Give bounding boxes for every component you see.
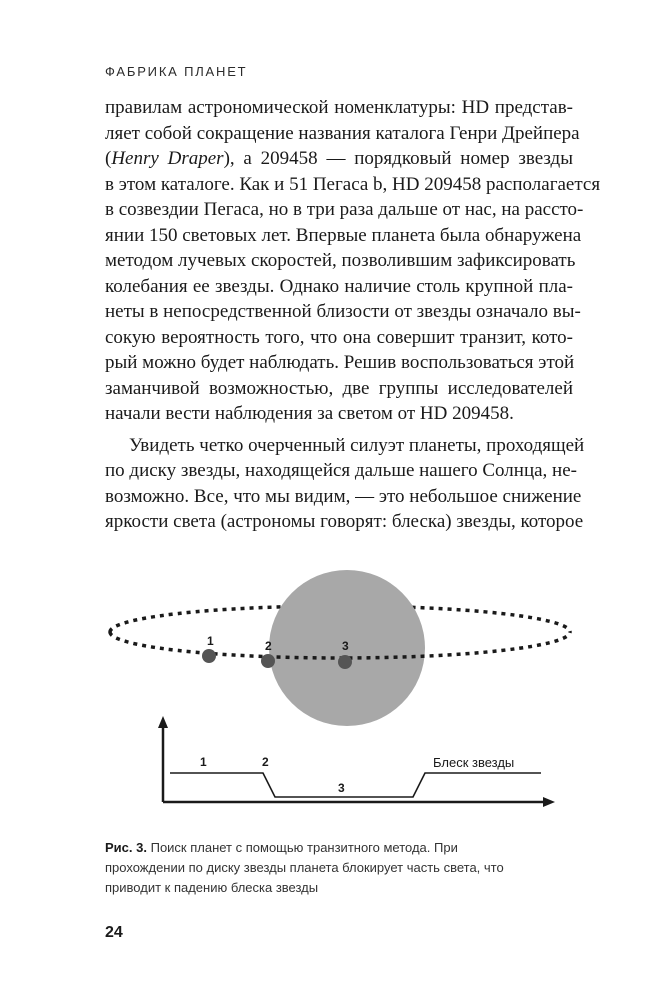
caption-line: прохождении по диску звезды планета блокирует часть света, что [105,860,504,875]
caption-line: Поиск планет с помощью транзитного метода. При [150,840,458,855]
running-head: ФАБРИКА ПЛАНЕТ [105,64,248,79]
curve-label-3: 3 [338,781,345,795]
text-line: начали вести наблюдения за светом от HD 209458. [105,403,514,424]
paragraph-1 [105,95,601,427]
text-line: колебания ее звезды. Однако наличие столь крупной пла- [105,275,573,297]
planet-position-2 [261,654,275,668]
light-curve [170,773,541,797]
caption-label: Рис. 3. [105,840,147,855]
text-line: Увидеть четко очерченный силуэт планеты, проходящей [129,434,585,456]
curve-label-1: 1 [200,755,207,769]
transit-figure [105,570,575,840]
text-line: заманчивой возможностью, две группы исследователей [105,377,573,399]
text-line: по диску звезды, находящейся дальше нашего Солнца, не- [105,460,577,481]
text-line: рый можно будет наблюдать. Решив воспользоваться этой [105,352,575,373]
text-line: ляет собой сокращение названия каталога Генри Дрейпера [105,122,580,144]
position-label-1: 1 [207,634,214,648]
text-line: методом лучевых скоростей, позволившим зафиксировать [105,250,576,271]
text-line: янии 150 световых лет. Впервые планета была обнаружена [105,224,582,246]
text-line: яркости света (астрономы говорят: блеска) звезды, которое [105,511,584,532]
page-number: 24 [105,924,123,941]
text-line: в созвездии Пегаса, но в три раза дальше от нас, на рассто- [105,199,584,220]
caption-line: приводит к падению блеска звезды [105,880,319,895]
curve-label-2: 2 [262,755,269,769]
position-label-2: 2 [265,639,272,653]
figure-caption [105,838,575,898]
text-line: в этом каталоге. Как и 51 Пегаса b, HD 209458 располагается [105,173,601,195]
body-text [105,95,601,535]
text-line-italic-name: (Henry Draper), а 209458 — порядковый номер звезды [105,148,573,169]
text-line: неты в непосредственной близости от звезды означало вы- [105,301,581,322]
transit-diagram [105,570,575,840]
planet-position-1 [202,649,216,663]
y-axis-arrow [158,716,168,728]
position-label-3: 3 [342,639,349,653]
curve-title: Блеск звезды [433,755,515,770]
paragraph-2 [105,433,585,535]
planet-position-3 [338,655,352,669]
text-line: правилам астрономической номенклатуры: HD представ- [105,97,573,118]
x-axis-arrow [543,797,555,807]
text-line: сокую вероятность того, что она совершит транзит, кото- [105,326,573,348]
text-line: возможно. Все, что мы видим, — это небольшое снижение [105,485,582,507]
